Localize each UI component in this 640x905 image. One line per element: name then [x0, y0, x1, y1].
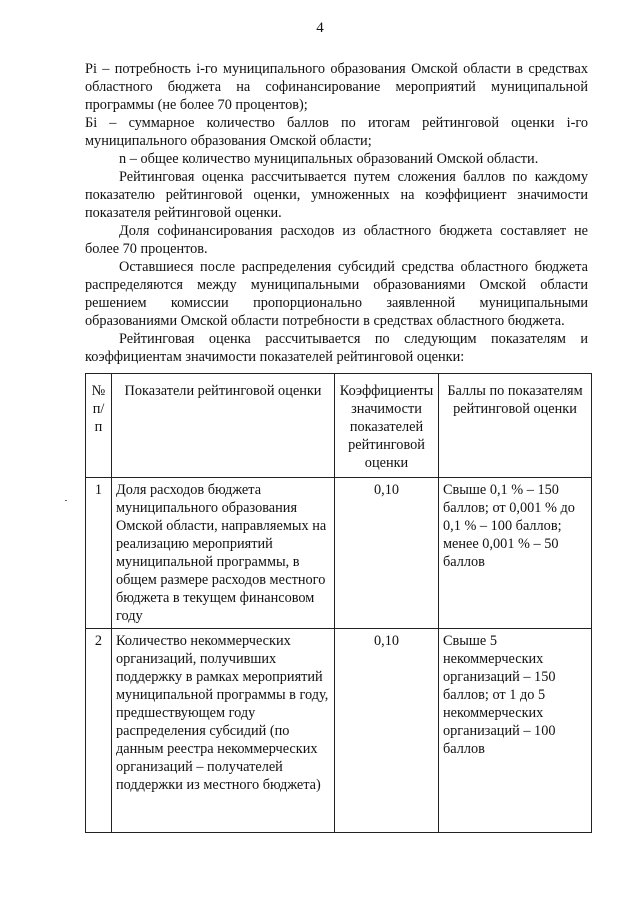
row-num: 1: [86, 478, 112, 629]
rating-indicators-table: [85, 373, 592, 833]
header-num: № п/п: [86, 374, 112, 478]
paragraph-remaining-funds: Оставшиеся после распределения субсидий средства областного бюджета распределяются между муниципальными образованиями Омской области решением комиссии пропорционально заявленной муниципальными образованиями Омской области потребности в средствах областного бюджета.: [85, 259, 588, 329]
page-number: 4: [316, 20, 324, 36]
margin-mark: [65, 500, 67, 501]
paragraph-bi-definition: Бi – суммарное количество баллов по итогам рейтинговой оценки i-го муниципального образования Омской области;: [85, 115, 588, 149]
header-points: Баллы по показателям рейтинговой оценки: [439, 374, 592, 478]
paragraph-pi-definition: Pi – потребность i-го муниципального образования Омской области в средствах областного бюджета на софинансирование мероприятий муниципальной программы (не более 70 процентов);: [85, 61, 588, 113]
header-indicator: Показатели рейтинговой оценки: [112, 374, 335, 478]
row-indicator: Количество некоммерческих организаций, получивших поддержку в рамках мероприятий муниципальной программы в году, предшествующем году распределения субсидий (по данным реестра некоммерческих организаций – получателей поддержки из местного бюджета): [112, 629, 335, 833]
row-points: Свыше 5 некоммерческих организаций – 150 баллов; от 1 до 5 некоммерческих организаций – 100 баллов: [439, 629, 592, 833]
paragraph-n-definition: n – общее количество муниципальных образований Омской области.: [119, 151, 539, 167]
paragraph-table-intro: Рейтинговая оценка рассчитывается по следующим показателям и коэффициентам значимости показателей рейтинговой оценки:: [85, 331, 588, 365]
row-num: 2: [86, 629, 112, 833]
table-row: [86, 629, 592, 833]
row-points: Свыше 0,1 % – 150 баллов; от 0,001 % до 0,1 % – 100 баллов; менее 0,001 % – 50 баллов: [439, 478, 592, 629]
paragraph-rating-calculation: Рейтинговая оценка рассчитывается путем сложения баллов по каждому показателю рейтинговой оценки, умноженных на коэффициент значимости показателя рейтинговой оценки.: [85, 169, 588, 221]
table-header-row: [86, 374, 592, 478]
row-indicator: Доля расходов бюджета муниципального образования Омской области, направляемых на реализацию мероприятий муниципальной программы, в общем размере расходов местного бюджета в текущем финансовом году: [112, 478, 335, 629]
table-row: [86, 478, 592, 629]
header-coefficient: Коэффициенты значимости показателей рейтинговой оценки: [335, 374, 439, 478]
row-coefficient: 0,10: [335, 629, 439, 833]
paragraph-cofinancing-share: Доля софинансирования расходов из областного бюджета составляет не более 70 процентов.: [85, 223, 588, 257]
row-coefficient: 0,10: [335, 478, 439, 629]
